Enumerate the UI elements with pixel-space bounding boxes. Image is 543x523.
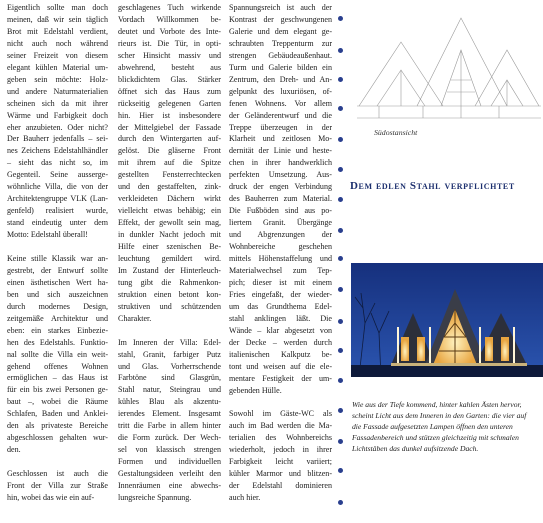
text-line: Hilfe einer szenischen Be-	[118, 242, 221, 252]
text-line: der Decke – werden durch	[229, 337, 332, 347]
text-line: auch hier.	[229, 493, 261, 503]
sketch-caption: Südostansicht	[374, 128, 418, 137]
text-line: zeitgemäße Architektur und	[7, 313, 108, 323]
text-line: ben und sich auszeichnen	[7, 289, 108, 299]
bullet-dot	[338, 319, 343, 324]
text-line: gestellten Fensterrechtecken	[118, 170, 221, 180]
text-line: rückseitig gelegenen Garten	[118, 98, 221, 108]
bullet-dot	[338, 439, 343, 444]
text-line: abwehrend, besteht aus	[118, 62, 221, 72]
text-line: strengen Gebäudeaußenhaut.	[229, 50, 332, 60]
text-line: tritt die Farbe in allem hinter	[118, 421, 221, 431]
paragraph	[229, 2, 332, 396]
text-line: Spannungsreich ist auch der	[229, 3, 332, 12]
text-line: abgeschlossen gehalten wur-	[7, 433, 108, 443]
text-line: liertem Granit. Übergänge	[229, 218, 332, 228]
text-line: der Edelstahl dominieren	[229, 481, 332, 491]
text-line: Keine stille Klassik war an-	[7, 253, 108, 263]
text-line: Zentrum, den Dreh- und An-	[229, 74, 332, 84]
bullet-dot	[338, 137, 343, 142]
text-line: Im Zustand der Hinterleuch-	[118, 265, 221, 275]
text-line: Fries eingefaßt, der wieder-	[229, 289, 332, 299]
text-line: hin. Hier ist insbesondere	[118, 110, 221, 120]
text-line: Innenräumen eine abwechs-	[118, 481, 221, 491]
bullet-dot	[338, 106, 343, 111]
text-line: struktiven und schützenden	[118, 301, 221, 311]
text-line: und den gestaffelten, zink-	[118, 182, 221, 192]
text-line: mittels Höhenstaffelung und	[229, 254, 332, 264]
text-line: für ein bis zwei Personen ge-	[7, 385, 108, 395]
text-line: scheinen sich da mit ihrer	[7, 98, 108, 108]
text-line: um das Grundthema Edel-	[229, 301, 332, 311]
text-line: des Bauherren zum Material.	[229, 194, 332, 204]
text-line: Motto: Edelstahl überall!	[7, 230, 88, 240]
text-line: leuchtung gemildert wird.	[118, 254, 221, 264]
text-line: meinen, daß wir sein täglich	[7, 14, 108, 24]
text-line: Klarheit und zeitlosen Mo-	[229, 134, 332, 144]
text-line: Der Bauherr jedenfalls – sei-	[7, 134, 108, 144]
paragraph	[7, 468, 108, 504]
text-line: Farbigkeit leicht variiert;	[229, 457, 332, 467]
architectural-sketch	[357, 10, 541, 126]
caption-line: Lichtstäben das dunkel aufsitzende Dach.	[352, 443, 479, 453]
text-line: gestrebt, der Entwurf sollte	[7, 265, 108, 275]
bullet-dot	[338, 408, 343, 413]
text-line: gelpunkt des luxuriösen, of-	[229, 86, 332, 96]
text-line: mit ihrem auf die Spitze	[118, 158, 221, 168]
text-line: fenen Wohnens. Vor allem	[229, 98, 332, 108]
text-line: sel von klassisch strengen	[118, 445, 221, 455]
text-line: deutet und Vorbote des Inte-	[118, 26, 221, 36]
text-line: chen in ihrer handwerklich	[229, 158, 332, 168]
bullet-dot-column	[338, 0, 346, 523]
text-line: perfekten Umsetzung. Aus-	[229, 170, 332, 180]
text-line: blickdichtem Glas. Stärker	[118, 74, 221, 84]
text-line: lungsreiche Spannung.	[118, 493, 192, 503]
text-line: Architektengruppe VLK (Lan-	[7, 194, 108, 204]
text-line: hin, wobei das wie ein auf-	[7, 492, 95, 502]
text-line: Turm und Galerie bilden ein	[229, 62, 332, 72]
text-line: nicht auch noch während	[7, 38, 108, 48]
text-line: elegant kühlen Material um-	[7, 62, 108, 72]
bullet-dot	[338, 256, 343, 261]
text-line: baut –, wobei die Räume	[7, 397, 108, 407]
bullet-dot	[338, 500, 343, 505]
bullet-dot	[338, 48, 343, 53]
text-line: Effekt, der gewollt sein mag,	[118, 218, 221, 228]
caption-line: Wie aus der Tiefe kommend, hinter kahlen Ästen hervor,	[352, 400, 522, 409]
caption-line: Fassadenbereich und stützen gleichzeitig mit schmalen	[352, 432, 519, 442]
text-line: Formen und individuellen	[118, 457, 221, 467]
text-line: Front der Villa zur Straße	[7, 481, 108, 490]
photo-caption	[352, 400, 542, 455]
text-line: der Geländerentwurf und die	[229, 110, 332, 120]
caption-line: scheint Licht aus dem Inneren in den Garten: die vier auf	[352, 410, 527, 420]
text-line: Gestaltungsideen verleiht den	[118, 469, 221, 479]
text-line: und Abgrenzungen der	[229, 230, 332, 240]
text-line: gehend offenes Wohnen	[7, 361, 108, 371]
paragraph	[7, 2, 108, 241]
text-line: hen des Edelstahls. Funktio-	[7, 337, 108, 347]
bullet-dot	[338, 167, 343, 172]
text-line: durch den Wintergarten auf-	[118, 134, 221, 144]
text-line: terialien des Wohnbereichs	[229, 433, 332, 443]
text-line: Schlafen, Baden und Anklei-	[7, 409, 108, 419]
text-line: nes Zeichens Edelstahlhändler	[7, 146, 108, 156]
bullet-dot	[338, 348, 343, 353]
text-line: stahl, Granit, farbiger Putz	[118, 349, 221, 359]
text-line: verkleideten Dächern wirkt	[118, 194, 221, 204]
text-line: wöhnliche Villa, die von der	[7, 182, 108, 192]
text-line: Die Fußböden sind aus po-	[229, 206, 332, 216]
text-line: stahl anklingen läßt. Die	[229, 313, 332, 323]
text-line: einen ästhetischen Wert ha-	[7, 277, 108, 287]
text-line: die Form zurück. Der Wech-	[118, 433, 221, 443]
paragraph	[118, 2, 221, 325]
text-line: scher Hinsicht massiv und	[118, 50, 221, 60]
text-column-1	[7, 2, 108, 504]
bullet-dot	[338, 197, 343, 202]
text-line: in dunkler Nacht jedoch mit	[118, 230, 221, 240]
text-line: tont und weisen auf die ele-	[229, 361, 332, 371]
text-line: mentare Festigkeit der um-	[229, 373, 332, 383]
text-line: geschlagenes Tuch wirkende	[118, 3, 221, 12]
text-line: – sieht das nicht so, im	[7, 158, 108, 168]
bullet-dot	[338, 77, 343, 82]
text-line: geben sein möchte: Holz-	[7, 74, 108, 84]
text-line: nal sollte die Villa ein weit-	[7, 349, 108, 359]
paragraph	[229, 408, 332, 504]
text-line: Geschlossen ist auch die	[7, 469, 108, 479]
text-column-2	[118, 2, 221, 504]
bullet-dot	[338, 468, 343, 473]
text-line: kühles Blau als akzentu-	[118, 397, 221, 407]
caption-line: die Fassade aufgesetzten Lampen öffnen den unteren	[352, 421, 513, 431]
text-line: den.	[7, 445, 21, 455]
text-line: den als privateste Bereiche	[7, 421, 108, 431]
text-line: Eigentlich sollte man doch	[7, 3, 108, 12]
text-line: und andere Naturmaterialien	[7, 86, 108, 96]
text-line: seiner Freizeit von diesem	[7, 50, 108, 60]
text-line: rieurs ist. Die Tür, in opti-	[118, 38, 221, 48]
villa-night-photo	[351, 263, 543, 377]
bullet-dot	[338, 287, 343, 292]
bullet-dot	[338, 378, 343, 383]
text-line: genfeld) realisiert wurde,	[7, 206, 108, 216]
text-line: struktion einen betont kon-	[118, 289, 221, 299]
text-line: durch modernes Design,	[7, 301, 108, 311]
text-line: schraubten Treppenturm zur	[229, 38, 332, 48]
text-line: gelöst. Die gläserne Front	[118, 146, 221, 156]
text-line: Brot mit Edelstahl verdient,	[7, 26, 108, 36]
text-line: pich; dieser ist mit einem	[229, 277, 332, 287]
text-line: Wärme und Farbigkeit doch	[7, 110, 108, 120]
text-line: Im Inneren der Villa: Edel-	[118, 337, 221, 347]
bullet-dot	[338, 16, 343, 21]
text-line: der Mittelgiebel der Fassade	[118, 122, 221, 132]
text-line: eher anzubieten. Oder nicht?	[7, 122, 108, 132]
text-line: tung gibt die Rahmenkon-	[118, 277, 221, 287]
text-line: Kontrast der geschwungenen	[229, 14, 332, 24]
text-line: öffnet sich das Haus zum	[118, 86, 221, 96]
text-line: Vordach Willkommen be-	[118, 14, 221, 24]
text-line: Materialwechsel zum Tep-	[229, 265, 332, 275]
text-line: Galerie und dem elegant ge-	[229, 26, 332, 36]
text-line: druck der engen Verbindung	[229, 182, 332, 192]
text-line: stand eindeutig unter dem	[7, 218, 108, 228]
text-line: gebenden Hülle.	[229, 385, 282, 395]
text-line: Stahl natur, Steingrau und	[118, 385, 221, 395]
text-line: eben: ein starkes Einbezie-	[7, 325, 108, 335]
text-line: Treppe überzeugen in der	[229, 122, 332, 132]
text-line: dernität der Linie und heste-	[229, 146, 332, 156]
text-line: Sowohl im Gäste-WC als	[229, 409, 332, 419]
text-line: italienischen Kalkputz be-	[229, 349, 332, 359]
text-line: und Glas. Vorherrschende	[118, 361, 221, 371]
bullet-dot	[338, 228, 343, 233]
text-line: vielleicht etwas behäbig; ein	[118, 206, 221, 216]
text-line: kühler Marmor und blitzen-	[229, 469, 332, 479]
text-line: ermöglichen – das Haus ist	[7, 373, 108, 383]
text-line: wiederholt, jedoch in ihrer	[229, 445, 332, 455]
text-line: Wohnbereiche geschehen	[229, 242, 332, 252]
text-line: Farbtöne sind Glasgrün,	[118, 373, 221, 383]
paragraph	[7, 253, 108, 456]
text-column-3	[229, 2, 332, 504]
text-line: auch im Bad werden die Ma-	[229, 421, 332, 431]
text-line: Gegenteil. Seine ausserge-	[7, 170, 108, 180]
paragraph	[118, 337, 221, 504]
text-line: Charakter.	[118, 313, 152, 323]
text-line: ierendes Element. Insgesamt	[118, 409, 221, 419]
article-headline: Dem edlen Stahl verpflichtet	[350, 180, 515, 192]
text-line: Wände – klar abgesetzt von	[229, 325, 332, 335]
